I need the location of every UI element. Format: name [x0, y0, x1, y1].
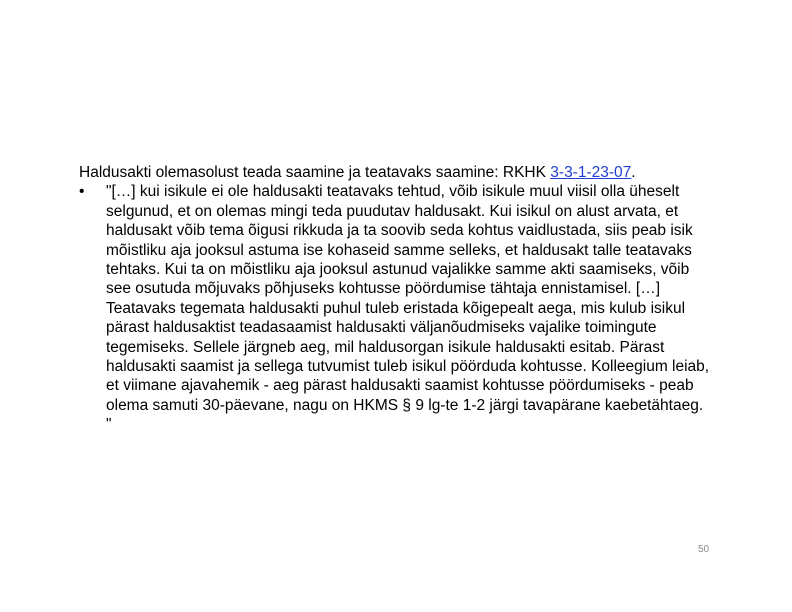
quote-bullet [79, 182, 711, 434]
slide-heading [79, 163, 711, 182]
quote-text: "[…] kui isikule ei ole haldusakti teatavaks tehtud, võib isikule muul viisil olla üheselt selgunud, et on olemas mingi teda puudutav haldusakt. Kui isikul on alust arvata, et haldusakt võib tema õigusi rikkuda ja ta soovib seda kohtus vaidlustada, siis peab isik mõistliku aja jooksul astuma ise kohaseid samme selleks, et haldusakt talle teatavaks tehtaks. Kui ta on mõistliku aja jooksul astunud vajalikke samme akti saamiseks, võib see osutuda mõjuvaks põhjuseks kohtusse pöördumise tähtaja ennistamisel. […] Teatavaks tegemata haldusakti puhul tuleb eristada kõigepealt aega, mis kulub isikul pärast haldusaktist teadasaamist haldusakti väljanõudmiseks vajalike toimingute tegemiseks. Sellele järgneb aeg, mil haldusorgan isikule haldusakti esitab. Pärast haldusakti saamist ja sellega tutvumist tuleb isikul pöörduda kohtusse. Kolleegium leiab, et viimane ajavahemik - aeg pärast haldusakti saamist kohtusse pöördumiseks - peab olema samuti 30-päevane, nagu on HKMS § 9 lg-te 1-2 järgi tavapärane kaebetähtaeg. " [106, 183, 710, 434]
slide-content [79, 163, 711, 435]
case-reference-link[interactable]: 3-3-1-23-07 [550, 164, 632, 181]
heading-suffix: . [631, 164, 636, 181]
bullet-icon: • [79, 183, 85, 201]
page-number: 50 [698, 544, 710, 555]
heading-text: Haldusakti olemasolust teada saamine ja teatavaks saamine: RKHK [79, 164, 551, 181]
